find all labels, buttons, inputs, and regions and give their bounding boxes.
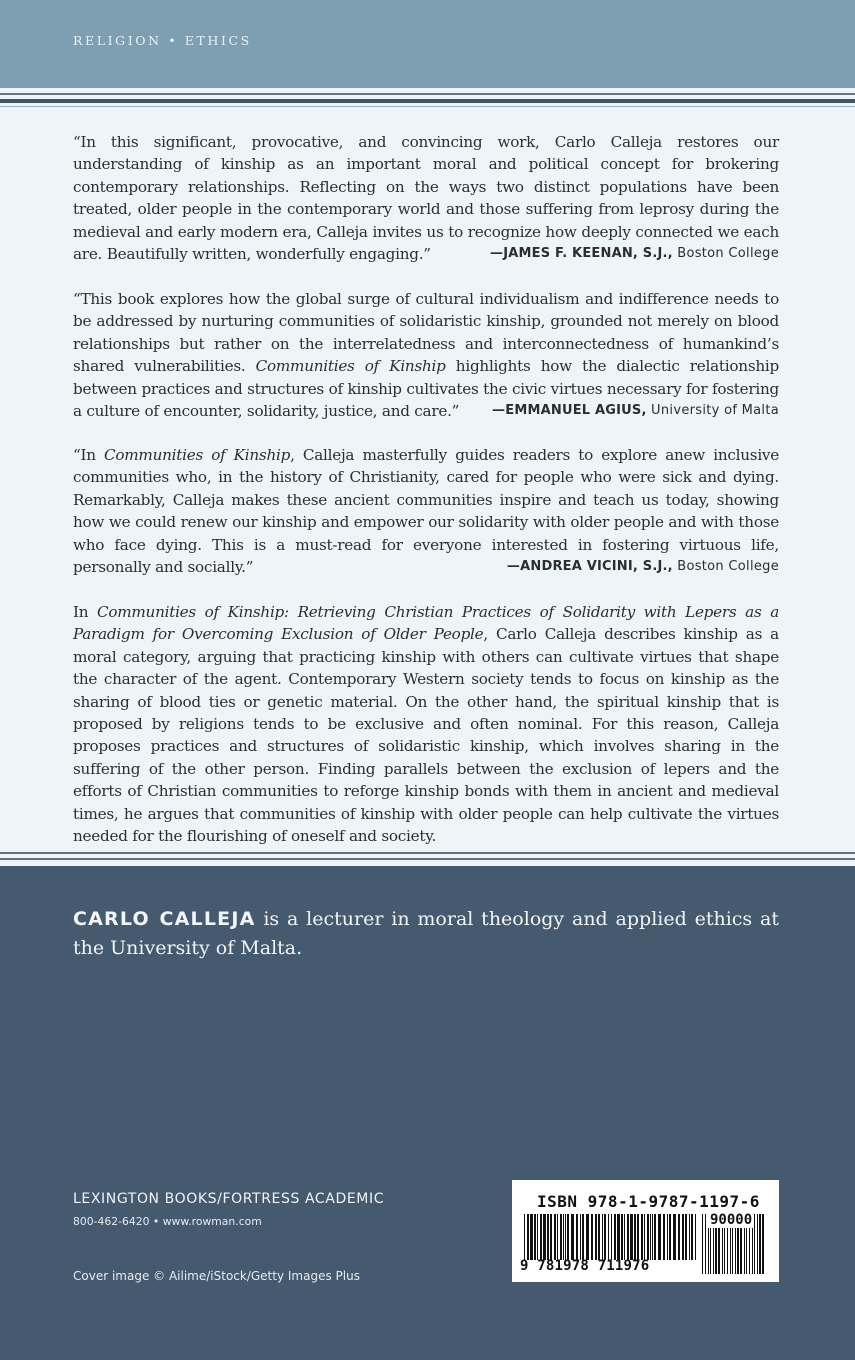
barcode-bar <box>630 1214 633 1260</box>
barcode-bar <box>565 1214 566 1260</box>
barcode-bar <box>650 1214 651 1260</box>
endorsement-keenan <box>73 131 779 265</box>
barcode-bar <box>537 1214 538 1260</box>
isbn-barcode <box>512 1180 779 1282</box>
category-label: RELIGION • ETHICS <box>73 33 252 48</box>
cover-image-credit: Cover image © Ailime/iStock/Getty Images Plus <box>73 1269 360 1283</box>
divider-stripe <box>0 852 855 854</box>
author-bio <box>73 905 779 963</box>
barcode-bar <box>554 1214 556 1260</box>
barcode-bar <box>524 1214 525 1260</box>
book-title: Communities of Kinship <box>255 357 446 376</box>
barcode-bar <box>691 1214 693 1260</box>
quote-text: “This book explores how the global surge of cultural individualism and indifference needs to be addressed by nurturing communities of solidaristic kinship, grounded not merely on blood relationships but rather on the interrelatedness and interconnectedness of humankind’s shared vulnerabilities. <box>73 290 779 376</box>
barcode-bar <box>634 1214 636 1260</box>
book-description <box>73 601 779 847</box>
author-bio-text: is a lecturer in moral theology and applied ethics at the University of Malta. <box>73 908 779 959</box>
publisher-name: LEXINGTON BOOKS/FORTRESS ACADEMIC <box>73 1191 385 1207</box>
divider-stripe <box>0 858 855 860</box>
barcode-bar <box>678 1214 680 1260</box>
quote-text: “In <box>73 446 105 464</box>
ean-digits: 9 781978 711976 <box>520 1258 650 1274</box>
barcode-bar <box>586 1214 589 1260</box>
barcode-bar <box>582 1214 584 1260</box>
barcode-bar <box>652 1214 653 1260</box>
barcode-bar <box>702 1214 703 1274</box>
endorsement-agius <box>73 288 779 422</box>
barcode-bar <box>530 1214 533 1260</box>
endorser-name: —EMMANUEL AGIUS, <box>492 403 647 419</box>
barcode-bar <box>614 1214 616 1260</box>
barcode-bar <box>673 1214 676 1260</box>
barcode-bar <box>580 1214 581 1260</box>
barcode-bars <box>524 1214 696 1260</box>
barcode-bar <box>757 1214 758 1274</box>
price-addon-number: 90000 <box>710 1212 753 1228</box>
publisher-contact: 800-462-6420 • www.rowman.com <box>73 1215 262 1228</box>
barcode-bar <box>571 1214 574 1260</box>
barcode-bar <box>663 1214 665 1260</box>
isbn-number: ISBN 978-1-9787-1197-6 <box>537 1192 760 1211</box>
barcode-bar <box>595 1214 597 1260</box>
endorser-name: —JAMES F. KEENAN, S.J., <box>490 246 673 262</box>
barcode-bar <box>762 1214 764 1274</box>
author-name: CARLO CALLEJA <box>73 908 256 930</box>
endorsement-attribution <box>507 556 779 578</box>
barcode-bar <box>759 1214 761 1274</box>
barcode-bar <box>669 1214 671 1260</box>
barcode-bar <box>534 1214 536 1260</box>
barcode-bar <box>685 1214 687 1260</box>
barcode-bar <box>540 1214 542 1260</box>
top-band <box>0 0 855 88</box>
endorser-affiliation: Boston College <box>672 246 779 262</box>
barcode-bar <box>598 1214 600 1260</box>
barcode-bar <box>611 1214 612 1260</box>
book-full-title: Communities of Kinship: Retrieving Christian Practices of Solidarity with Lepers as a Paradigm for Overcoming Exclusion of Older People <box>73 603 779 644</box>
description-text: In <box>73 603 97 621</box>
endorsement-quote: “In this significant, provocative, and convincing work, Carlo Calleja restores our understanding of kinship as an important moral and political concept for brokering contemporary relationships. Reflecting on the ways two distinct populations have been treated, older people in the contemporary world and those suffering from leprosy during the medieval and early modern era, Calleja invites us to recognize how deeply connected we each are. Beautifully written, wonderfully engaging.” <box>73 133 779 264</box>
barcode-bar <box>591 1214 593 1260</box>
endorsement-vicini <box>73 444 779 578</box>
endorser-name: —ANDREA VICINI, S.J., <box>506 559 673 575</box>
barcode-bar <box>644 1214 645 1260</box>
quote-text: , Calleja masterfully guides readers to explore anew inclusive communities who, in the history of Christianity, cared for people who were sick and dying. Remarkably, Calleja makes these ancient communities inspire and teach us today, showing how we could renew our kinship and empower our solidarity with older people and with those who face dying. This is a must-read for everyone interested in fostering virtuous life, personally and socially.” <box>73 446 780 577</box>
divider-stripe <box>0 93 855 95</box>
barcode-bar <box>617 1214 620 1260</box>
barcode-bar <box>689 1214 690 1260</box>
endorser-affiliation: University of Malta <box>646 403 779 419</box>
barcode-bar <box>641 1214 643 1260</box>
barcode-bar <box>647 1214 649 1260</box>
barcode-bar <box>624 1214 625 1260</box>
barcode-bar <box>543 1214 546 1260</box>
barcode-bar <box>576 1214 578 1260</box>
barcode-bar <box>654 1214 656 1260</box>
barcode-bar <box>557 1214 558 1260</box>
barcode-bar <box>682 1214 684 1260</box>
barcode-bar <box>695 1214 696 1260</box>
barcode-bar <box>667 1214 668 1260</box>
barcode-bar <box>602 1214 603 1260</box>
barcode-bar <box>567 1214 569 1260</box>
barcode-bar <box>621 1214 623 1260</box>
barcode-bar <box>658 1214 661 1260</box>
book-title: Communities of Kinship <box>104 446 291 464</box>
barcode-bar <box>627 1214 629 1260</box>
endorser-affiliation: Boston College <box>672 559 779 575</box>
barcode-bar <box>604 1214 606 1260</box>
barcode-bar <box>637 1214 639 1260</box>
barcode-bar <box>608 1214 609 1260</box>
barcode-bar <box>563 1214 564 1260</box>
barcode-bar <box>705 1214 706 1274</box>
endorsement-attribution <box>492 400 779 422</box>
barcode-bar <box>527 1214 529 1260</box>
endorsement-attribution <box>490 243 779 265</box>
barcode-bar <box>547 1214 549 1260</box>
description-text: , Carlo Calleja describes kinship as a moral category, arguing that practicing kinship with others can cultivate virtues that shape the character of the agent. Contemporary Western society tends to focus on kinship as the sharing of blood ties or genetic material. On the other hand, the spiritual kinship that is proposed by religions tends to be exclusive and often nominal. For this reason, Calleja proposes practices and structures of solidaristic kinship, which involves sharing in the suffering of the other person. Finding parallels between the exclusion of lepers and the efforts of Christian communities to reforge kinship bonds with them in ancient and medieval times, he argues that communities of kinship with older people can help cultivate the virtues needed for the flourishing of oneself and society. <box>73 625 779 846</box>
barcode-bar <box>560 1214 562 1260</box>
divider-stripe <box>0 99 855 103</box>
quote-text: highlights how the dialectic relationship between practices and structures of kinship cultivates the civic virtues necessary for fostering a culture of encounter, solidarity, justice, and care.” <box>73 357 779 421</box>
barcode-bar <box>550 1214 552 1260</box>
